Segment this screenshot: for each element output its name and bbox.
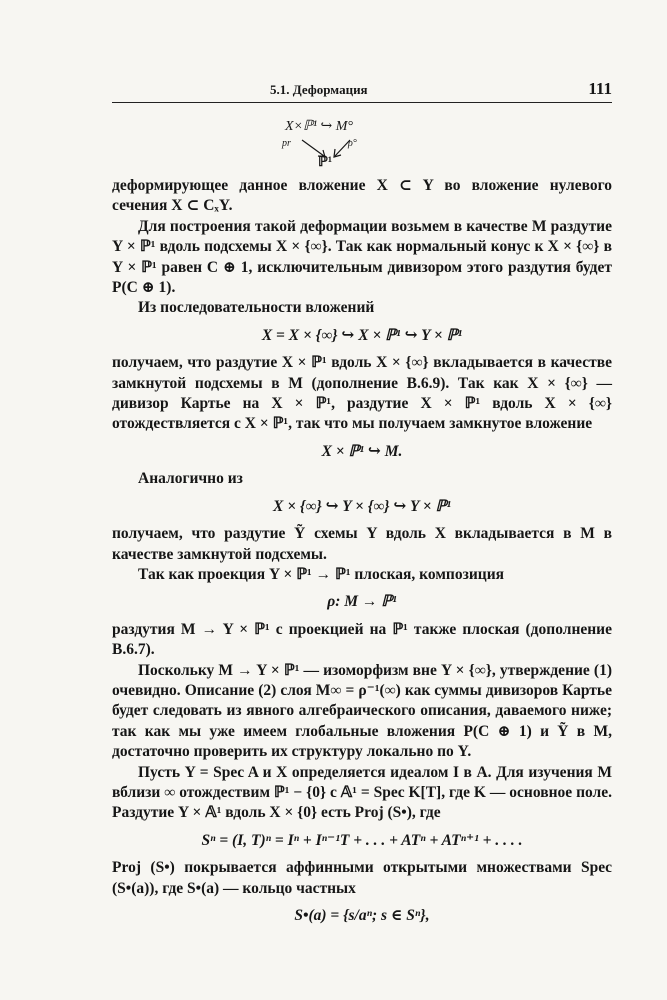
- page-header: [112, 79, 612, 103]
- equation: S•(a) = {s/aⁿ; s ∈ Sⁿ},: [294, 907, 430, 924]
- paragraph: Для построения такой деформации возьмем в качестве M раздутие Y × ℙ¹ вдоль подсхемы X × {∞}. Так как нормальный конус к X × {∞} в Y × ℙ¹ равен C ⊕ 1, исключительным дивизором этого раздутия будет P(C ⊕ 1).: [112, 217, 612, 297]
- paragraph: Поскольку M → Y × ℙ¹ — изоморфизм вне Y × {∞}, утверждение (1) очевидно. Описание (2) слоя M∞ = ρ⁻¹(∞) как суммы дивизоров Картье будет следовать из явного алгебраического описания, даваемого ниже; так как мы уже имеем глобальные вложения P(C ⊕ 1) и Ỹ в M, достаточно проверить их структуру локально по Y.: [112, 661, 612, 761]
- paragraph: Из последовательности вложений: [138, 299, 375, 317]
- equation: Sⁿ = (I, T)ⁿ = Iⁿ + Iⁿ⁻¹T + . . . + ATⁿ + ATⁿ⁺¹ + . . . .: [201, 831, 523, 849]
- diagram-top-row: X×ℙ¹ ↪ M°: [285, 119, 354, 134]
- paragraph: Аналогично из: [138, 470, 243, 488]
- diagram-bottom: ℙ¹: [318, 155, 333, 170]
- paragraph: Пусть Y = Spec A и X определяется идеалом I в A. Для изучения M вблизи ∞ отождествим ℙ¹ − {0} с 𝔸¹ = Spec K[T], где K — основное поле. Раздутие Y × 𝔸¹ вдоль X × {0} есть Proj (S•), где: [112, 763, 612, 822]
- equation: ρ: M → ℙ¹: [327, 593, 397, 611]
- page-body: [112, 176, 612, 933]
- paragraph: получаем, что раздутие X × ℙ¹ вдоль X × {∞} вкладывается в качестве замкнутой подсхемы в M (дополнение B.6.9). Так как X × {∞} — дивизор Картье на X × ℙ¹, раздутие X × ℙ¹ вдоль X × {∞} отождествляется с X × ℙ¹, так что мы получаем замкнутое вложение: [112, 354, 612, 433]
- equation: X = X × {∞} ↪ X × ℙ¹ ↪ Y × ℙ¹: [261, 326, 463, 344]
- diagram-left-label: pr: [282, 138, 291, 149]
- commutative-diagram: [280, 118, 400, 174]
- paragraph: деформирующее данное вложение X ⊂ Y во вложение нулевого сечения X ⊂ CₓY.: [112, 177, 612, 215]
- paragraph: получаем, что раздутие Ỹ схемы Y вдоль X вкладывается в M в качестве замкнутой подсхемы.: [112, 525, 612, 563]
- page-number: 111: [588, 79, 612, 98]
- paragraph: Так как проекция Y × ℙ¹ → ℙ¹ плоская, композиция: [138, 565, 505, 583]
- running-title: 5.1. Деформация: [270, 82, 368, 97]
- diagram-right-label: ρ°: [348, 138, 357, 149]
- equation: X × {∞} ↪ Y × {∞} ↪ Y × ℙ¹: [273, 497, 451, 515]
- paragraph: раздутия M → Y × ℙ¹ с проекцией на ℙ¹ также плоская (дополнение B.6.7).: [112, 620, 612, 659]
- equation: X × ℙ¹ ↪ M.: [321, 442, 403, 460]
- paragraph: Proj (S•) покрывается аффинными открытыми множествами Spec (S•(a)), где S•(a) — кольцо частных: [112, 859, 612, 897]
